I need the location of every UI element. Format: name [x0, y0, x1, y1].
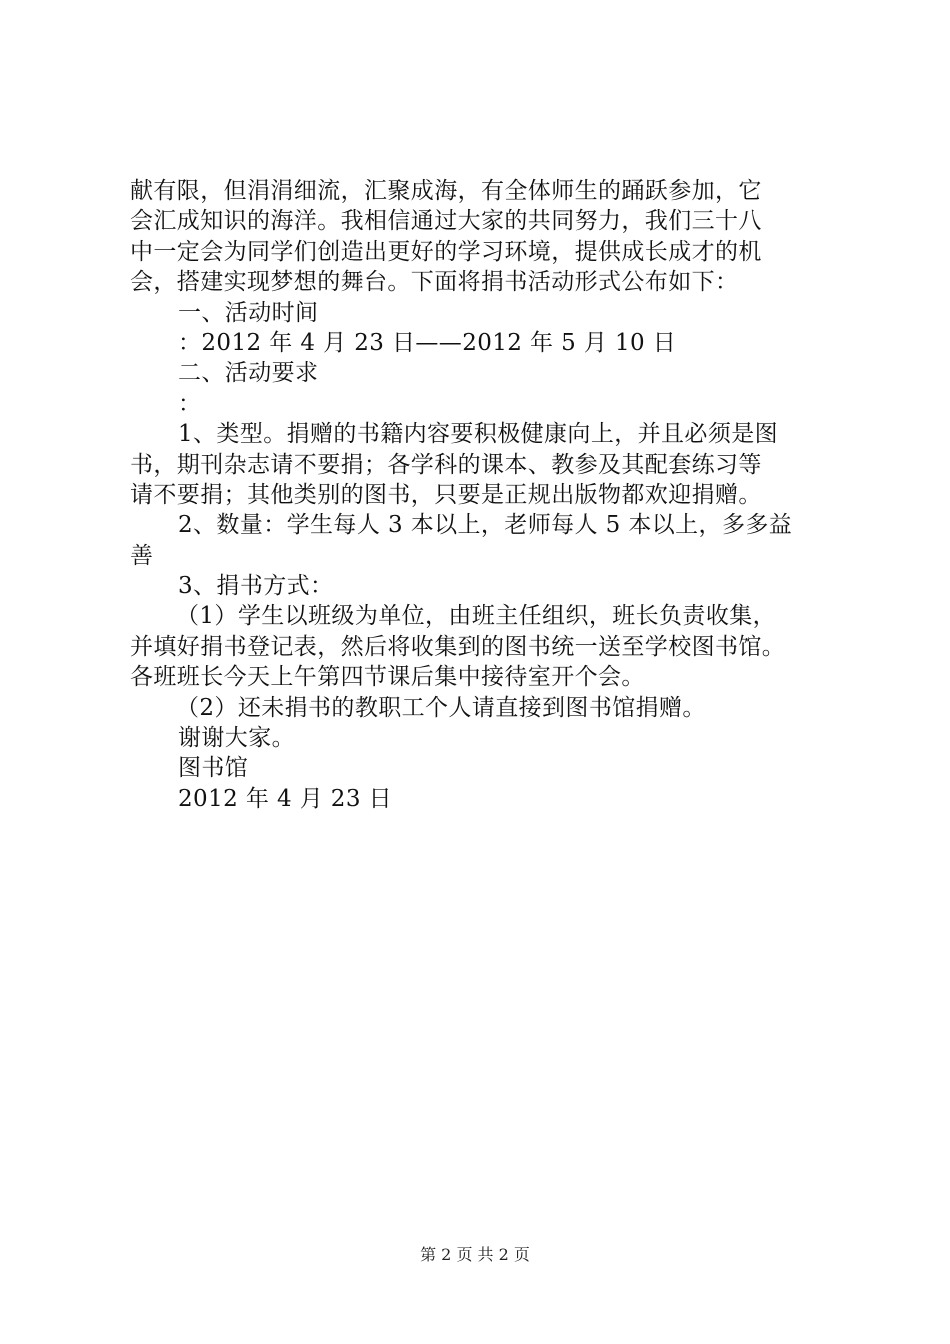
closing-thanks: 谢谢大家。 — [178, 725, 295, 752]
method-item-2: （2）还未捐书的教职工个人请直接到图书馆捐赠。 — [176, 694, 706, 721]
body-line: 各班班长今天上午第四节课后集中接待室开个会。 — [130, 664, 645, 691]
requirement-type: 1、类型。捐赠的书籍内容要积极健康向上，并且必须是图 — [178, 421, 779, 448]
section-heading-activity-time: 一、活动时间 — [178, 299, 319, 326]
body-line: 中一定会为同学们创造出更好的学习环境，提供成长成才的机 — [130, 238, 762, 265]
body-line: 献有限，但涓涓细流，汇聚成海，有全体师生的踊跃参加，它 — [130, 178, 762, 204]
body-line: 会，搭建实现梦想的舞台。下面将捐书活动形式公布如下： — [130, 269, 739, 296]
body-line: 会汇成知识的海洋。我相信通过大家的共同努力，我们三十八 — [130, 208, 762, 235]
signature-date: 2012 年 4 月 23 日 — [178, 785, 392, 812]
activity-time-value: ：2012 年 4 月 23 日——2012 年 5 月 10 日 — [178, 329, 677, 356]
body-line: 请不要捐；其他类别的图书，只要是正规出版物都欢迎捐赠。 — [130, 481, 762, 508]
signature-library: 图书馆 — [178, 755, 249, 782]
body-line: 并填好捐书登记表，然后将收集到的图书统一送至学校图书馆。 — [130, 633, 786, 660]
page-footer: 第 2 页 共 2 页 — [420, 1245, 530, 1264]
body-line: 善 — [130, 542, 154, 569]
section-heading-activity-requirements: 二、活动要求 — [178, 360, 319, 387]
requirement-method: 3、捐书方式： — [178, 573, 334, 600]
body-line: 书，期刊杂志请不要捐；各学科的课本、教参及其配套练习等 — [130, 451, 762, 478]
requirement-quantity: 2、数量：学生每人 3 本以上，老师每人 5 本以上，多多益 — [178, 512, 793, 539]
document-body — [130, 176, 850, 814]
body-line: ： — [178, 390, 202, 417]
method-item-1: （1）学生以班级为单位，由班主任组织，班长负责收集， — [176, 603, 777, 630]
